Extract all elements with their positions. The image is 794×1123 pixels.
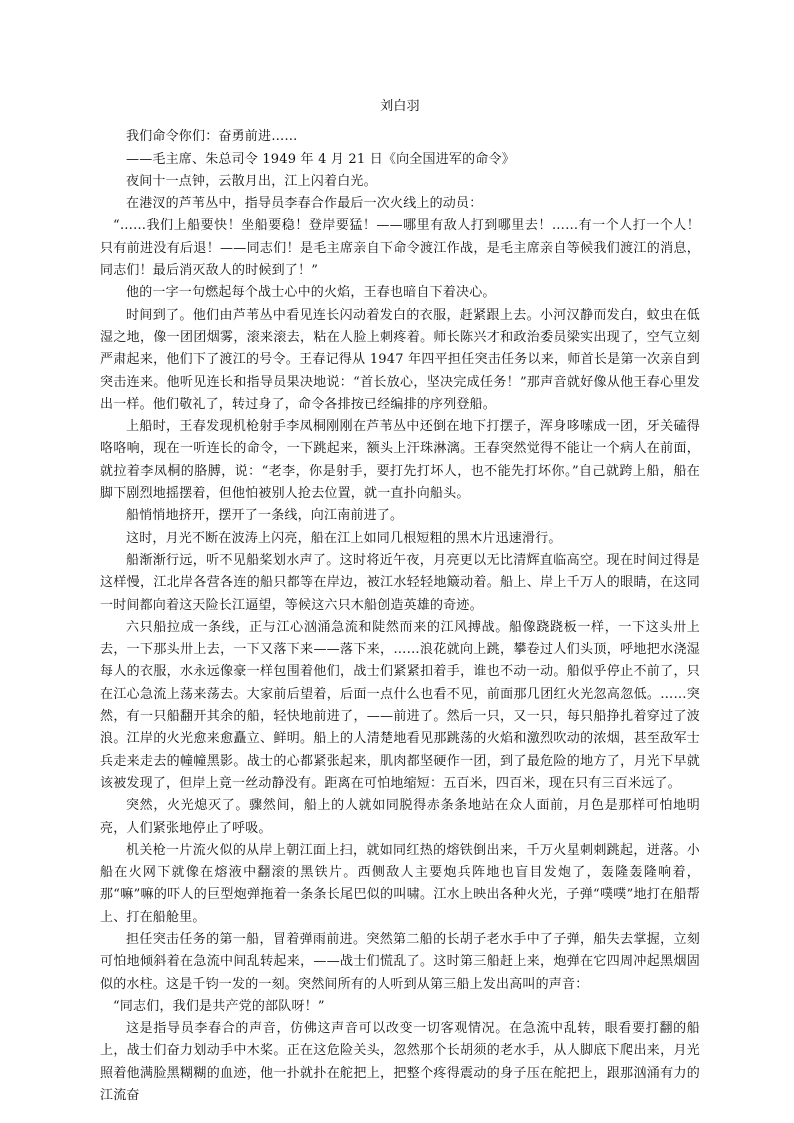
paragraph: 船悄悄地挤开，摆开了一条线，向江南前进了。 bbox=[126, 508, 404, 524]
author-name: 刘白羽 bbox=[380, 99, 420, 114]
paragraph: 六只船拉成一条线，正与江心汹涌急流和陡然而来的江风搏战。船像跷跷板一样，一下这头卅上去，一下那头卅上去，一下又落下来——落下来，……浪花就向上跳，攀卷过人们头顶，呼地把水浇湿每人的衣服，水永远像豪一样包围着他们，战士们紧紧扣着手，谁也不动一动。船似乎停止不前了，只在江心急流上荡来荡去。大家前后望着，后面一点什么也看不见，前面那几团红火光忽高忽低。……突然，有一只船翻开其余的船，轻快地前进了，——前进了。然后一只，又一只，每只船挣扎着穿过了波浪。江岸的火光愈来愈矗立、鲜明。船上的人清楚地看见那跳荡的火焰和激烈吹动的浓烟，甚至敌军士兵走来走去的幢幢黑影。战士的心都紧张起来，肌肉都坚硬作一团，到了最危险的地方了，月光下早就该被发现了，但岸上竟一丝动静没有。距离在可怕地缩短：五百米，四百米，现在只有三百米远了。 bbox=[100, 619, 700, 791]
paragraph: 突然，火光熄灭了。骤然间，船上的人就如同脱得赤条条地站在众人面前，月色是那样可怕地明亮，人们紧张地停止了呼吸。 bbox=[100, 798, 700, 836]
paragraph: 这是指导员李春合的声音，仿佛这声音可以改变一切客观情况。在急流中乱转，眼看要打翻的船上，战士们奋力划动手中木桨。正在这危险关头，忽然那个长胡须的老水手，从人脚底下爬出来，月光照着他满脸黑糊糊的血迹，他一扑就扑在舵把上，把整个疼得震动的身子压在舵把上，跟那汹涌有力的江流奋 bbox=[100, 1021, 700, 1104]
paragraph: 夜间十一点钟，云散月出，江上闪着白光。 bbox=[126, 173, 377, 189]
paragraph: 船渐渐行远，听不见船桨划水声了。这时将近午夜，月亮更以无比清辉直临高空。现在时间过得是这样慢，江北岸各营各连的船只都等在岸边，被江水轻轻地簸动着。船上、岸上千万人的眼睛，在这同一时间都向着这天险长江逼望，等候这六只木船创造英雄的奇迹。 bbox=[100, 552, 700, 613]
paragraph-speech: “……我们上船要快！坐船要稳！登岸要猛！——哪里有敌人打到哪里去！……有一个人打一个人！只有前进没有后退！——同志们！是毛主席亲自下命令渡江作战，是毛主席亲自等候我们渡江的消息，同志们！最后消灭敌人的时候到了！” bbox=[100, 218, 700, 279]
paragraph: 在港汊的芦苇丛中，指导员李春合作最后一次火线上的动员： bbox=[126, 196, 483, 212]
paragraph: 担任突击任务的第一船，冒着弹雨前进。突然第二船的长胡子老水手中了子弹，船失去掌握，立刻可怕地倾斜着在急流中间乱转起来，——战士们慌乱了。这时第三船赶上来，炮弹在它四周冲起黑烟固似的水柱。这是千钧一发的一刻。突然间所有的人听到从第三船上发出高叫的声音： bbox=[100, 931, 700, 992]
paragraph: 上船时，王春发现机枪射手李凤桐刚刚在芦苇丛中还倒在地下打摆子，浑身哆嗦成一团，牙关磕得咯咯响，现在一听连长的命令，一下跳起来，额头上汗珠淋漓。王春突然觉得不能让一个病人在前面，就拉着李凤桐的胳膊，说：“老李，你是射手，要打先打坏人，也不能先打坏你。”自己就跨上船，船在脚下剧烈地摇摆着，但他怕被别人抢去位置，就一直扑向船头。 bbox=[100, 419, 700, 502]
paragraph: 这时，月光不断在波涛上闪亮，船在江上如同几根短粗的黑木片迅速滑行。 bbox=[126, 530, 562, 546]
paragraph: 机关枪一片流火似的从岸上朝江面上扫，就如同红热的熔铁倒出来，千万火星刺刺跳起，迸落。小船在火网下就像在熔液中翻滚的黑铁片。西侧敌人主要炮兵阵地也盲目发炮了，轰隆轰隆响着，那“嘛”嘛的吓人的巨型炮弹拖着一条条长尾巴似的叫啸。江水上映出各种火光，子弹“噗噗”地打在船帮上、打在船舱里。 bbox=[100, 842, 700, 925]
article-body bbox=[100, 96, 700, 1107]
paragraph: 时间到了。他们由芦苇丛中看见连长闪动着发白的衣服，赶紧跟上去。小河汉静而发白，蚊虫在低湿之地，像一团团烟雾，滚来滚去，粘在人脸上刺疼着。师长陈兴才和政治委员梁实出现了，空气立刻严肃起来，他们下了渡江的号令。王春记得从 1947 年四平担任突击任务以来，师首长是第一次亲自到突击连来。他听见连长和指导员果决地说：“首长放心，坚决完成任务！”那声音就好像从他王春心里发出一样。他们敬礼了，转过身了，命令各排按已经编排的序列登船。 bbox=[100, 307, 700, 412]
paragraph: 他的一字一句燃起每个战士心中的火焰，王春也暗自下着决心。 bbox=[126, 285, 496, 301]
paragraph-shout: “同志们，我们是共产党的部队呀！” bbox=[113, 998, 325, 1014]
paragraph-epigraph-source: ——毛主席、朱总司令 1949 年 4 月 21 日《向全国进军的命令》 bbox=[126, 151, 515, 167]
paragraph-epigraph: 我们命令你们：奋勇前进…… bbox=[126, 129, 298, 145]
